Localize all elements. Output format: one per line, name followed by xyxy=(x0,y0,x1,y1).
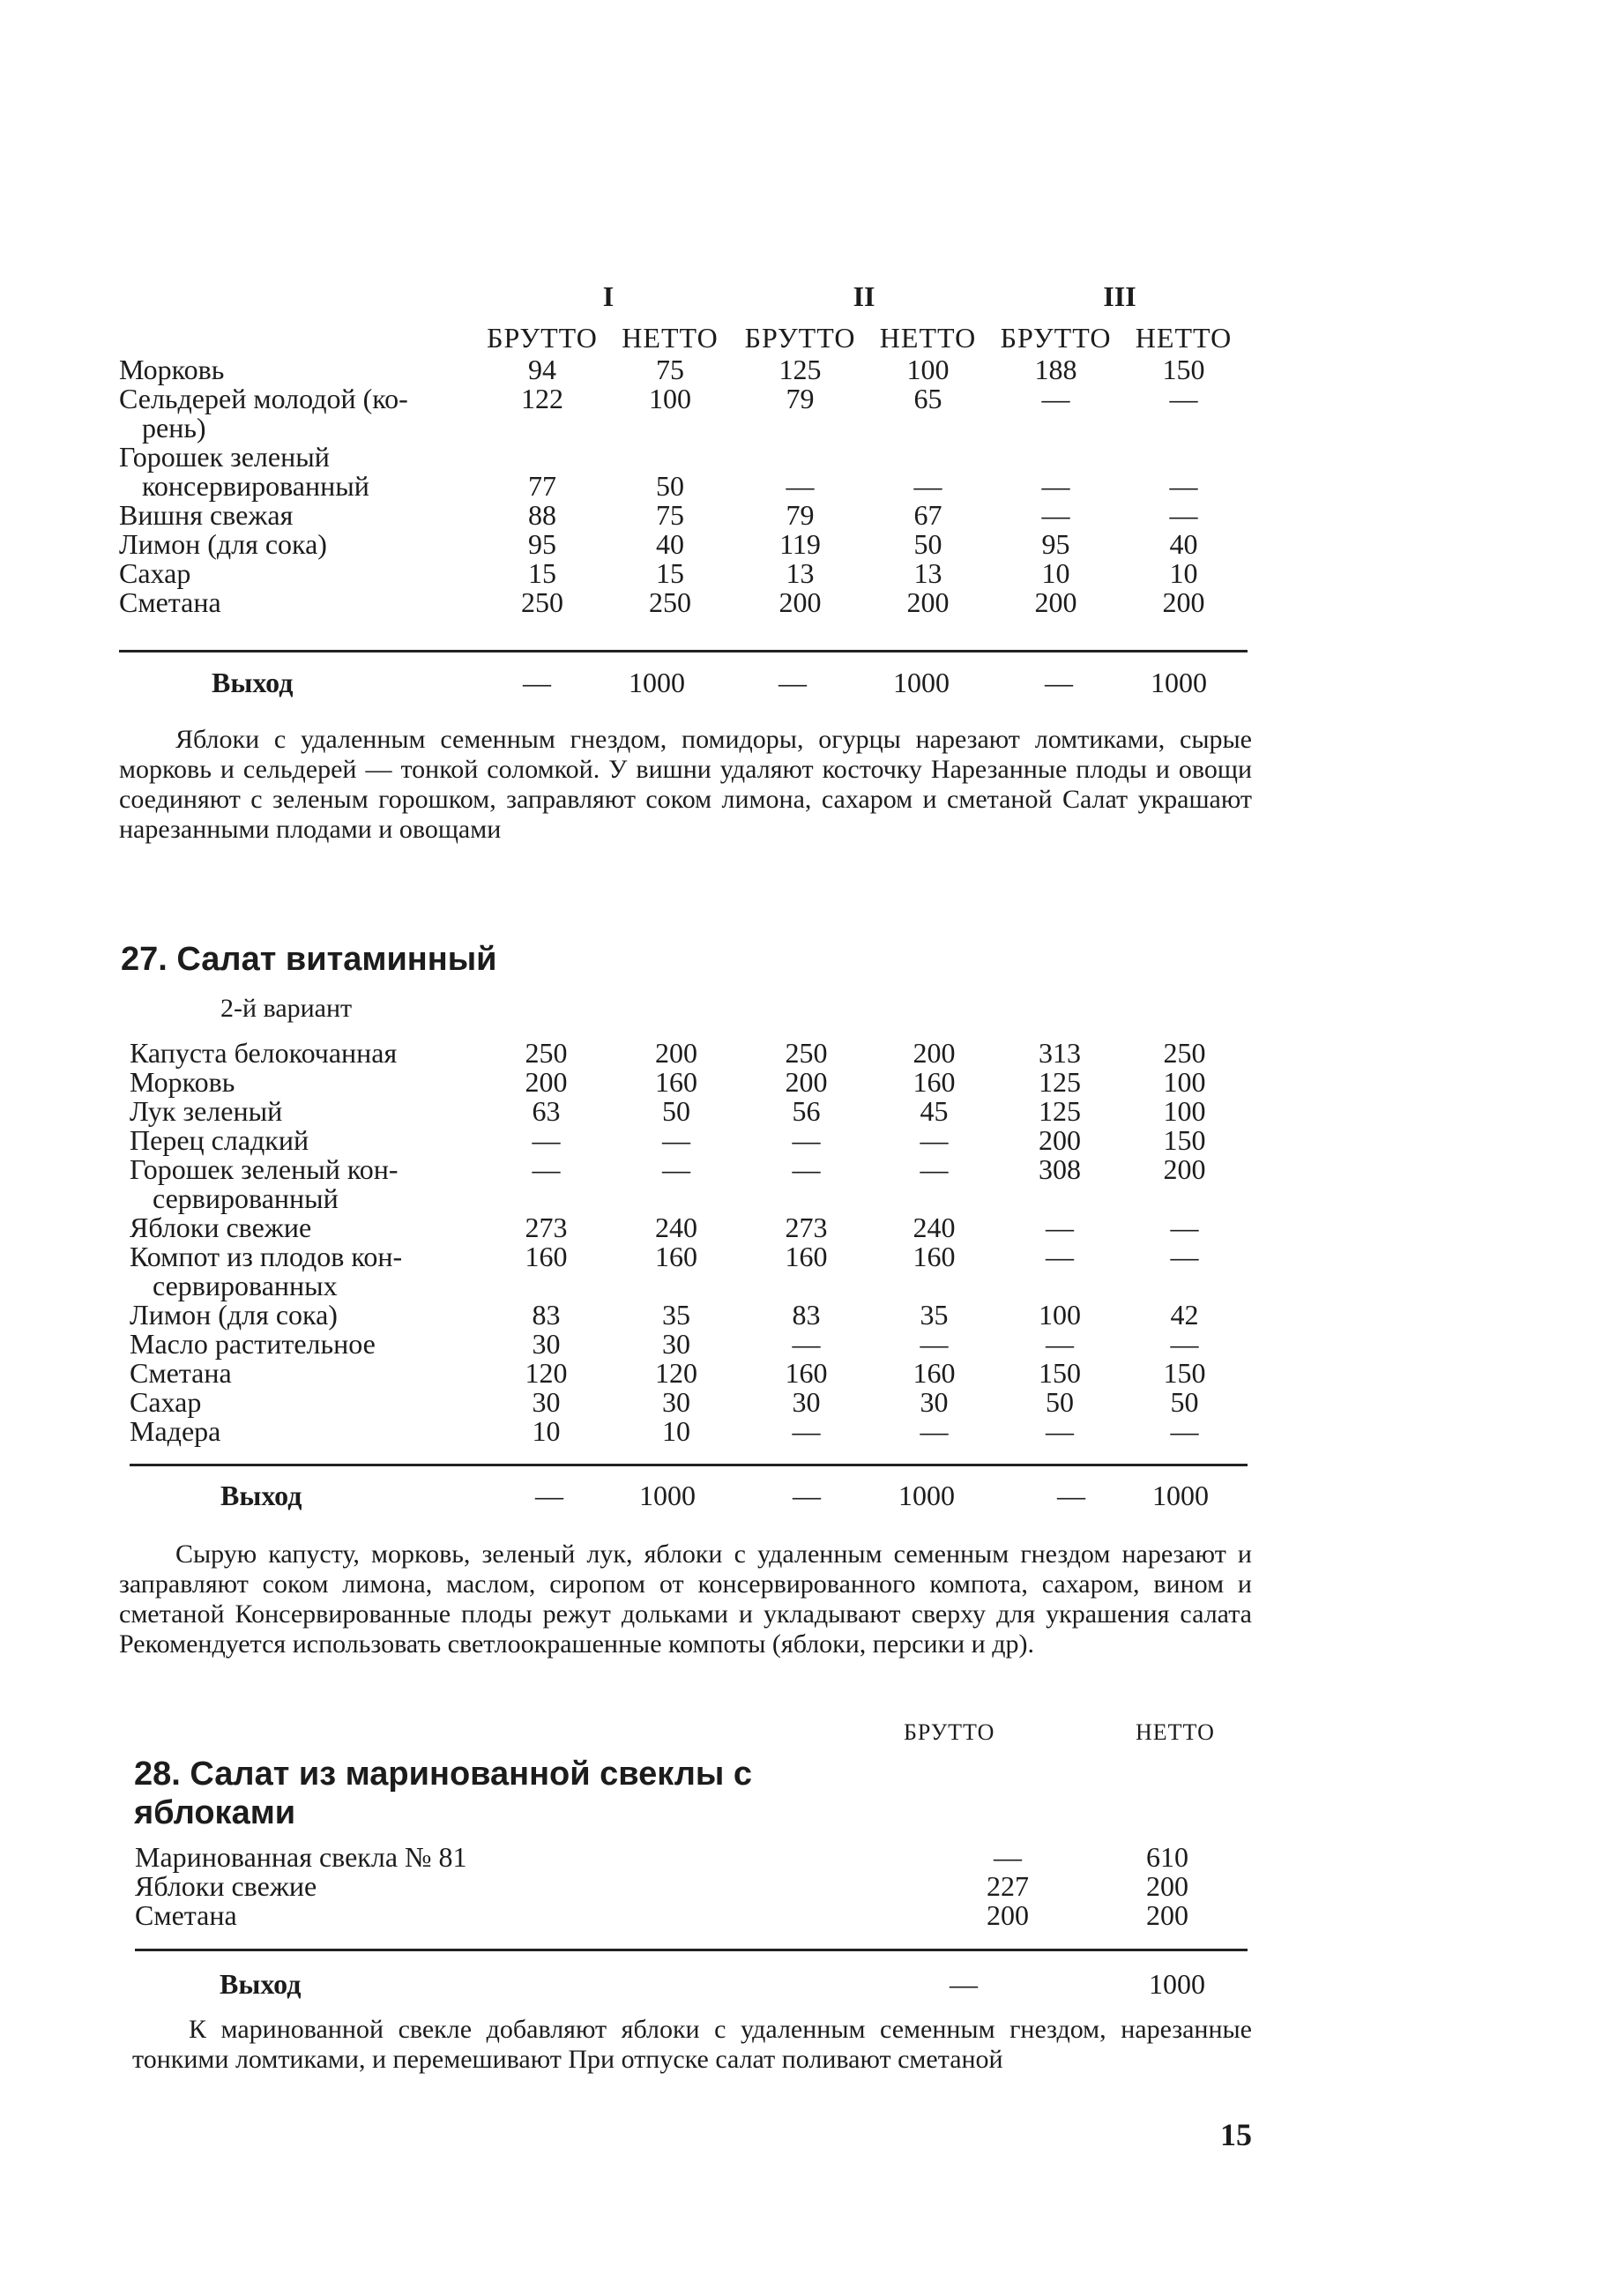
ingredient-row xyxy=(135,1843,1248,1872)
ingredient-row xyxy=(119,588,1248,617)
ingredient-name-line: Масло растительное xyxy=(130,1328,376,1360)
ingredient-name-line: Горошек зеленый xyxy=(119,441,330,473)
ingredient-name xyxy=(135,1843,928,1872)
output-value: 1000 xyxy=(1149,1968,1205,2000)
amount-cell: — xyxy=(1041,470,1070,502)
amount-cell: 79 xyxy=(786,383,815,414)
amount-cell: 240 xyxy=(655,1212,697,1243)
amount-cell: 95 xyxy=(1041,528,1070,560)
amount-cell: — xyxy=(1046,1241,1074,1272)
output-value: 1000 xyxy=(898,1480,955,1511)
amount-cell: 125 xyxy=(778,354,822,385)
ingredient-name xyxy=(130,1155,482,1213)
recipe-26-description: Яблоки с удаленным семенным гнездом, помидоры, огурцы нарезают ломтиками, сырые морковь и сельдерей — тонкой соломкой. У вишни удаляют косточку Нарезанные плоды и овощи соединяют с зеленым горошком, заправляют соком лимона, сахаром и сметаной Салат украшают нарезанными плодами и овощами xyxy=(119,725,1252,844)
amount-cell: — xyxy=(1170,1212,1199,1243)
amount-cell: 15 xyxy=(656,557,684,589)
ingredient-name xyxy=(119,588,480,617)
ingredient-row xyxy=(119,443,1248,501)
amount-cell: 13 xyxy=(913,557,942,589)
ingredient-name xyxy=(119,530,480,559)
amount-cell: 150 xyxy=(1162,354,1205,385)
ingredient-name-line: Перец сладкий xyxy=(130,1124,309,1156)
amount-cell: — xyxy=(662,1124,690,1156)
amount-cell: — xyxy=(1169,383,1198,414)
ingredient-name xyxy=(130,1126,482,1155)
ingredient-row xyxy=(135,1901,1248,1930)
amount-cell: 100 xyxy=(649,383,691,414)
amount-cell: 250 xyxy=(521,586,563,618)
ingredient-name-line: Сельдерей молодой (ко- xyxy=(119,383,408,414)
amount-cell: — xyxy=(662,1153,690,1185)
output-value: — xyxy=(793,1480,821,1511)
ingredient-name-line: Сахар xyxy=(119,557,191,589)
amount-cell: — xyxy=(920,1153,949,1185)
amount-cell: 13 xyxy=(786,557,815,589)
amount-cell: 160 xyxy=(785,1241,828,1272)
amount-cell: 42 xyxy=(1170,1299,1199,1331)
amount-cell: 200 xyxy=(1039,1124,1081,1156)
amount-cell: — xyxy=(532,1153,561,1185)
output-value: — xyxy=(778,667,807,698)
ingredient-row xyxy=(130,1039,1248,1068)
amount-cell: — xyxy=(1170,1415,1199,1447)
recipe-27-description: Сырую капусту, морковь, зеленый лук, яблоки с удаленным семенным гнездом нарезают и заправляют соком лимона, маслом, сиропом от консервированного компота, сахаром, вином и сметаной Консервированные плоды режут дольками и укладывают сверху для украшения салата Рекомендуется использовать светлоокрашенные компоты (яблоки, персики и др). xyxy=(119,1540,1252,1659)
ingredient-row xyxy=(130,1417,1248,1446)
ingredient-name-continuation: консервированный xyxy=(142,470,369,502)
ingredient-name xyxy=(130,1417,482,1446)
amount-cell: 250 xyxy=(525,1037,568,1069)
amount-cell: 10 xyxy=(1041,557,1070,589)
amount-cell: 119 xyxy=(779,528,821,560)
column-header: БРУТТО xyxy=(487,322,598,354)
amount-cell: 100 xyxy=(1039,1299,1081,1331)
amount-cell: 125 xyxy=(1039,1066,1081,1098)
ingredient-row xyxy=(119,501,1248,530)
ingredient-row xyxy=(130,1242,1248,1301)
amount-cell: 30 xyxy=(920,1386,949,1418)
amount-cell: 65 xyxy=(913,383,942,414)
ingredient-name xyxy=(130,1388,482,1417)
amount-cell: 200 xyxy=(1146,1899,1188,1931)
amount-cell: — xyxy=(920,1124,949,1156)
ingredient-name xyxy=(130,1330,482,1359)
output-value: 1000 xyxy=(893,667,950,698)
amount-cell: 67 xyxy=(913,499,942,531)
amount-cell: 250 xyxy=(649,586,691,618)
amount-cell: — xyxy=(792,1415,821,1447)
ingredient-row xyxy=(130,1301,1248,1330)
amount-cell: 83 xyxy=(792,1299,821,1331)
ingredients-table-27 xyxy=(130,1039,1248,1446)
section-28-column-header: НЕТТО xyxy=(1136,1719,1215,1745)
ingredient-name xyxy=(135,1901,928,1930)
ingredient-row xyxy=(130,1068,1248,1097)
ingredient-name xyxy=(119,355,480,384)
table-28-separator xyxy=(135,1949,1248,1951)
amount-cell: — xyxy=(920,1328,949,1360)
amount-cell: 150 xyxy=(1039,1357,1081,1389)
amount-cell: 200 xyxy=(525,1066,568,1098)
ingredient-name-line: Сметана xyxy=(119,586,221,618)
ingredient-name xyxy=(130,1301,482,1330)
ingredient-name xyxy=(130,1242,482,1301)
table-1-separator xyxy=(119,650,1248,652)
ingredient-name-line: Компот из плодов кон- xyxy=(130,1241,403,1272)
amount-cell: 100 xyxy=(1163,1066,1206,1098)
ingredient-name xyxy=(135,1872,928,1901)
ingredient-row xyxy=(119,355,1248,384)
table-28-output-row xyxy=(135,1968,1248,2000)
amount-cell: 50 xyxy=(1046,1386,1074,1418)
ingredient-name-line: Лук зеленый xyxy=(130,1095,283,1127)
amount-cell: 56 xyxy=(792,1095,821,1127)
ingredient-name xyxy=(130,1359,482,1388)
amount-cell: 308 xyxy=(1039,1153,1081,1185)
page-number: 15 xyxy=(1220,2117,1252,2152)
amount-cell: — xyxy=(1170,1241,1199,1272)
ingredient-row xyxy=(119,559,1248,588)
table-27-separator xyxy=(130,1464,1248,1466)
column-header: БРУТТО xyxy=(744,322,856,354)
table-1-output-row xyxy=(119,667,1248,698)
amount-cell: — xyxy=(792,1328,821,1360)
amount-cell: — xyxy=(1169,499,1198,531)
amount-cell: — xyxy=(1170,1328,1199,1360)
amount-cell: 50 xyxy=(656,470,684,502)
amount-cell: 30 xyxy=(792,1386,821,1418)
section-27-variant: 2-й вариант xyxy=(220,994,353,1023)
amount-cell: 40 xyxy=(1169,528,1198,560)
amount-cell: 30 xyxy=(662,1386,690,1418)
ingredient-name-line: Яблоки свежие xyxy=(130,1212,312,1243)
ingredients-table-28 xyxy=(135,1843,1248,1930)
output-value: — xyxy=(535,1480,563,1511)
ingredient-name-line: Морковь xyxy=(119,354,225,385)
section-27-title: 27. Салат витаминный xyxy=(121,941,497,978)
ingredient-name xyxy=(130,1213,482,1242)
output-value: 1000 xyxy=(639,1480,696,1511)
amount-cell: 30 xyxy=(532,1386,561,1418)
ingredient-row xyxy=(130,1388,1248,1417)
output-value: — xyxy=(950,1968,978,2000)
ingredient-name-line: Горошек зеленый кон- xyxy=(130,1153,399,1185)
amount-cell: 95 xyxy=(528,528,556,560)
amount-cell: 313 xyxy=(1039,1037,1081,1069)
ingredient-name xyxy=(119,501,480,530)
amount-cell: 77 xyxy=(528,470,556,502)
amount-cell: 122 xyxy=(521,383,563,414)
amount-cell: 150 xyxy=(1163,1357,1206,1389)
ingredient-name-line: Маринованная свекла № 81 xyxy=(135,1841,467,1873)
amount-cell: 10 xyxy=(532,1415,561,1447)
amount-cell: 35 xyxy=(920,1299,949,1331)
amount-cell: 50 xyxy=(913,528,942,560)
amount-cell: 40 xyxy=(656,528,684,560)
column-header: НЕТТО xyxy=(622,322,719,354)
column-header-row xyxy=(119,311,1248,355)
amount-cell: — xyxy=(792,1153,821,1185)
ingredient-name-continuation: сервированных xyxy=(153,1270,338,1301)
ingredient-name-line: Вишня свежая xyxy=(119,499,294,531)
amount-cell: — xyxy=(792,1124,821,1156)
column-header: НЕТТО xyxy=(1135,322,1233,354)
amount-cell: 160 xyxy=(913,1357,956,1389)
amount-cell: — xyxy=(786,470,815,502)
amount-cell: 120 xyxy=(655,1357,697,1389)
ingredient-name-line: Сахар xyxy=(130,1386,202,1418)
amount-cell: 100 xyxy=(906,354,950,385)
output-label: Выход xyxy=(220,1480,302,1511)
amount-cell: — xyxy=(1046,1328,1074,1360)
amount-cell: — xyxy=(920,1415,949,1447)
ingredients-table-1 xyxy=(119,282,1248,617)
table-27-output-row xyxy=(130,1480,1248,1511)
column-header: БРУТТО xyxy=(1000,322,1112,354)
ingredient-name xyxy=(119,559,480,588)
amount-cell: 75 xyxy=(656,499,684,531)
section-28-title: 28. Салат из маринованной свеклы с яблоками xyxy=(134,1756,753,1831)
ingredient-name-line: Сметана xyxy=(130,1357,232,1389)
amount-cell: 50 xyxy=(1170,1386,1199,1418)
amount-cell: 200 xyxy=(655,1037,697,1069)
recipe-28-description: К маринованной свекле добавляют яблоки с удаленным семенным гнездом, нарезанные тонкими ломтиками, и перемешивают При отпуске салат поливают сметаной xyxy=(132,2015,1252,2074)
amount-cell: 160 xyxy=(655,1241,697,1272)
amount-cell: 10 xyxy=(1169,557,1198,589)
output-value: — xyxy=(523,667,551,698)
ingredient-name xyxy=(130,1068,482,1097)
amount-cell: 160 xyxy=(785,1357,828,1389)
amount-cell: 200 xyxy=(913,1037,956,1069)
amount-cell: 120 xyxy=(525,1357,568,1389)
amount-cell: 227 xyxy=(987,1870,1029,1902)
amount-cell: — xyxy=(994,1841,1022,1873)
group-header-row xyxy=(119,282,1248,311)
ingredient-name-line: Сметана xyxy=(135,1899,237,1931)
ingredient-name-line: Мадера xyxy=(130,1415,221,1447)
amount-cell: 160 xyxy=(913,1241,956,1272)
amount-cell: 10 xyxy=(662,1415,690,1447)
ingredient-row xyxy=(130,1330,1248,1359)
amount-cell: 200 xyxy=(778,586,822,618)
amount-cell: — xyxy=(1041,383,1070,414)
column-header: НЕТТО xyxy=(879,322,977,354)
ingredient-name-line: Морковь xyxy=(130,1066,235,1098)
amount-cell: — xyxy=(1046,1212,1074,1243)
amount-cell: 30 xyxy=(662,1328,690,1360)
amount-cell: 160 xyxy=(525,1241,568,1272)
amount-cell: 125 xyxy=(1039,1095,1081,1127)
amount-cell: 273 xyxy=(525,1212,568,1243)
amount-cell: 250 xyxy=(1163,1037,1206,1069)
ingredient-row xyxy=(135,1872,1248,1901)
amount-cell: 200 xyxy=(1146,1870,1188,1902)
amount-cell: 100 xyxy=(1163,1095,1206,1127)
group-label: II xyxy=(853,280,875,312)
output-label: Выход xyxy=(212,667,294,698)
output-label: Выход xyxy=(220,1968,302,2000)
ingredient-name-line: Яблоки свежие xyxy=(135,1870,317,1902)
amount-cell: 45 xyxy=(920,1095,949,1127)
amount-cell: 240 xyxy=(913,1212,956,1243)
ingredient-name-continuation: рень) xyxy=(142,412,206,444)
amount-cell: 150 xyxy=(1163,1124,1206,1156)
amount-cell: — xyxy=(913,470,942,502)
amount-cell: 200 xyxy=(1163,1153,1206,1185)
output-value: 1000 xyxy=(629,667,685,698)
amount-cell: 50 xyxy=(662,1095,690,1127)
amount-cell: 63 xyxy=(532,1095,561,1127)
amount-cell: 160 xyxy=(913,1066,956,1098)
ingredient-row xyxy=(130,1155,1248,1213)
amount-cell: 79 xyxy=(786,499,815,531)
ingredient-name-line: Лимон (для сока) xyxy=(119,528,327,560)
amount-cell: — xyxy=(1041,499,1070,531)
output-value: — xyxy=(1045,667,1073,698)
amount-cell: — xyxy=(532,1124,561,1156)
amount-cell: 30 xyxy=(532,1328,561,1360)
amount-cell: 88 xyxy=(528,499,556,531)
ingredient-row xyxy=(119,384,1248,443)
amount-cell: 200 xyxy=(1034,586,1077,618)
output-value: 1000 xyxy=(1151,667,1207,698)
amount-cell: 273 xyxy=(785,1212,828,1243)
ingredient-name xyxy=(130,1039,482,1068)
output-value: — xyxy=(1057,1480,1085,1511)
ingredient-row xyxy=(130,1126,1248,1155)
ingredient-name xyxy=(130,1097,482,1126)
group-label: III xyxy=(1103,280,1136,312)
group-label: I xyxy=(602,280,615,312)
ingredient-name-line: Капуста белокочанная xyxy=(130,1037,398,1069)
amount-cell: 35 xyxy=(662,1299,690,1331)
amount-cell: 200 xyxy=(906,586,950,618)
ingredient-name-line: Лимон (для сока) xyxy=(130,1299,338,1331)
amount-cell: 83 xyxy=(532,1299,561,1331)
amount-cell: 160 xyxy=(655,1066,697,1098)
amount-cell: — xyxy=(1169,470,1198,502)
amount-cell: 15 xyxy=(528,557,556,589)
amount-cell: 200 xyxy=(785,1066,828,1098)
ingredient-row xyxy=(130,1359,1248,1388)
ingredient-row xyxy=(119,530,1248,559)
amount-cell: 200 xyxy=(1162,586,1205,618)
ingredient-name xyxy=(119,443,480,501)
ingredient-row xyxy=(130,1213,1248,1242)
ingredient-name-continuation: сервированный xyxy=(153,1182,339,1214)
section-28-column-header: БРУТТО xyxy=(904,1719,995,1745)
output-value: 1000 xyxy=(1152,1480,1209,1511)
amount-cell: — xyxy=(1046,1415,1074,1447)
amount-cell: 75 xyxy=(656,354,684,385)
amount-cell: 94 xyxy=(528,354,556,385)
ingredient-row xyxy=(130,1097,1248,1126)
amount-cell: 250 xyxy=(785,1037,828,1069)
amount-cell: 188 xyxy=(1034,354,1077,385)
ingredient-name xyxy=(119,384,480,443)
amount-cell: 200 xyxy=(987,1899,1029,1931)
amount-cell: 610 xyxy=(1146,1841,1188,1873)
